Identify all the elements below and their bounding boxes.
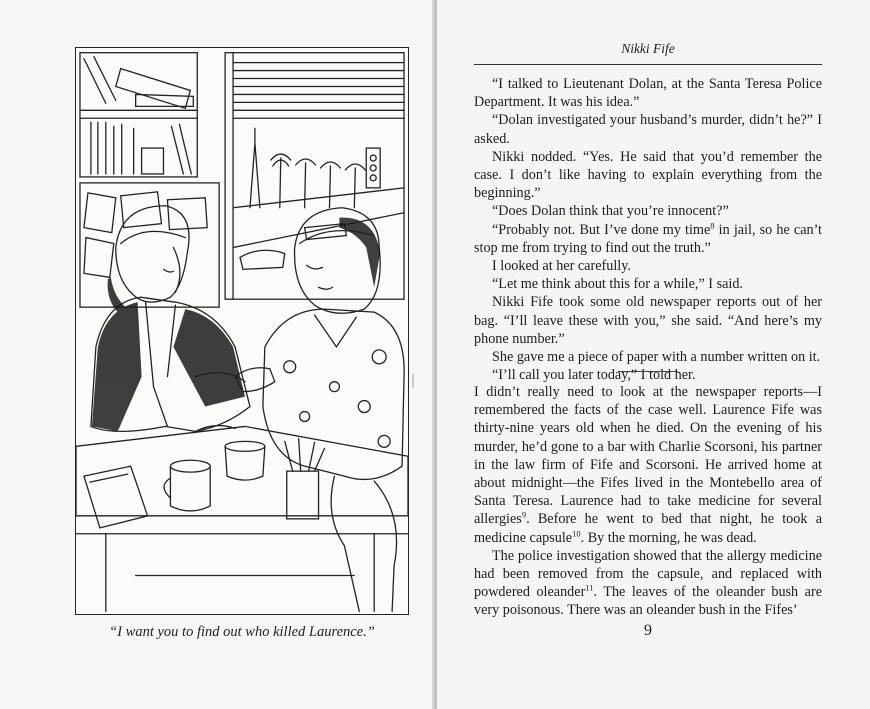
paragraph: I looked at her carefully. xyxy=(492,258,631,275)
paragraph: I didn’t really need to look at the newspaper reports—I remembered the facts of the case well. Laurence Fife was thirty-nine years old when he died. On the evening of his murder, he’d gone to a bar with Charlie Scorsoni, his partner in the law firm of Fife and Scorsoni. He arrived home at about midnight—the Fifes lived in the Montebello area of Santa Teresa. Laurence had to take medicine for several allergies$^9$. Before he went to bed that night, he took a medicine capsule$^{10}$. By the morning, he was dead. xyxy=(474,384,822,546)
running-head-rule xyxy=(474,64,822,65)
illustration-two-women-at-table xyxy=(75,47,409,615)
paragraph: “Let me think about this for a while,” I said. xyxy=(492,276,743,293)
left-page xyxy=(0,0,434,709)
page-fleck xyxy=(412,374,414,388)
footnote-marker: 8 xyxy=(710,219,715,230)
text-block-dialogue xyxy=(474,75,822,384)
paragraph: “I talked to Lieutenant Dolan, at the Santa Teresa Police Department. It was his idea.” xyxy=(474,76,822,111)
paragraph: “Probably not. But I’ve done my time$^8$ in jail, so he can’t stop me from trying to find out the truth.” xyxy=(474,219,822,256)
text-block-narrative xyxy=(474,383,822,620)
paragraph: “I’ll call you later today,” I told her. xyxy=(492,367,696,384)
paragraph: She gave me a piece of paper with a number written on it. xyxy=(492,349,821,366)
paragraph: “Does Dolan think that you’re innocent?” xyxy=(492,203,729,220)
footnote-marker: 11 xyxy=(585,582,594,593)
page-number: 9 xyxy=(644,622,652,639)
paragraph: Nikki nodded. “Yes. He said that you’d remember the case. I don’t like having to explain everything from the beginning.” xyxy=(474,148,822,202)
illustration-drawing xyxy=(76,48,408,614)
running-head: Nikki Fife xyxy=(621,41,675,56)
footnote-marker: 9 xyxy=(521,509,527,520)
paragraph: “Dolan investigated your husband’s murder, didn’t he?” I asked. xyxy=(474,112,822,147)
paragraph: The police investigation showed that the allergy medicine had been removed from the capsule, and replaced with powdered oleander$^{11}$. The leaves of the oleander bush are very poisonous. There was an oleander bush in the Fifes’ xyxy=(474,547,822,619)
scene-break-rule xyxy=(618,371,678,372)
illustration-caption: “I want you to find out who killed Laurence.” xyxy=(109,624,375,640)
footnote-marker: 10 xyxy=(572,527,581,538)
paragraph: Nikki Fife took some old newspaper reports out of her bag. “I’ll leave these with you,” she said. “And here’s my phone number.” xyxy=(474,294,822,347)
